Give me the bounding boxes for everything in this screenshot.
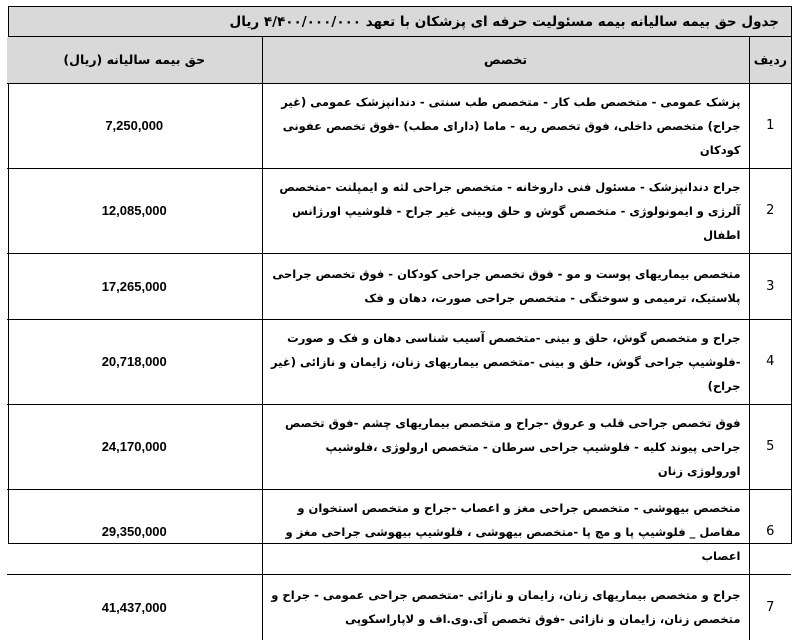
header-premium: حق بیمه سالیانه (ریال)	[7, 37, 262, 83]
row-number: 4	[749, 319, 791, 404]
row-number: 2	[749, 168, 791, 253]
header-row	[7, 37, 791, 83]
specialty-cell: جراح و متخصص بیماریهای زنان، زایمان و نازائی -متخصص جراحی عمومی - جراح و متخصص زنان، زایمان و نازائی -فوق تخصص آی.وی.اف و لاپاراسکوپی	[262, 574, 749, 640]
premium-cell: 12,085,000	[7, 168, 262, 253]
table-row	[7, 253, 791, 319]
premium-cell: 7,250,000	[7, 83, 262, 168]
row-number: 3	[749, 253, 791, 319]
specialty-cell: جراح دندانپزشک - مسئول فنی داروخانه - متخصص جراحی لثه و ایمپلنت -متخصص آلرژی و ایمونولوژی - متخصص گوش و حلق وبینی غیر جراح - فلوشیپ اورژانس اطفال	[262, 168, 749, 253]
premium-cell: 17,265,000	[7, 253, 262, 319]
table-row	[7, 404, 791, 489]
table-row	[7, 574, 791, 640]
table-row	[7, 83, 791, 168]
specialty-cell: متخصص بیهوشی - متخصص جراحی مغز و اعصاب -جراح و متخصص استخوان و مفاصل _ فلوشیپ پا و مچ پا -متخصص بیهوشی ، فلوشیپ بیهوشی جراحی مغز و اعصاب	[262, 489, 749, 574]
premium-cell: 20,718,000	[7, 319, 262, 404]
premium-table-frame	[8, 6, 792, 627]
table-row	[7, 489, 791, 574]
premium-cell: 41,437,000	[7, 574, 262, 640]
header-specialty: تخصص	[262, 37, 749, 83]
specialty-cell: پزشک عمومی - متخصص طب کار - متخصص طب سنتی - دندانپزشک عمومی (غیر جراح) متخصص داخلی، فوق تخصص ریه - ماما (دارای مطب) -فوق تخصص عفونی کودکان	[262, 83, 749, 168]
row-number: 1	[749, 83, 791, 168]
table-row	[7, 168, 791, 253]
row-number: 5	[749, 404, 791, 489]
header-row-number: ردیف	[749, 37, 791, 83]
specialty-cell: فوق تخصص جراحی قلب و عروق -جراح و متخصص بیماریهای چشم -فوق تخصص جراحی پیوند کلیه - فلوشیپ جراحی سرطان - متخصص ارولوژی ،فلوشیپ اورولوژی زنان	[262, 404, 749, 489]
row-number: 7	[749, 574, 791, 640]
row-number: 6	[749, 489, 791, 574]
specialty-cell: جراح و متخصص گوش، حلق و بینی -متخصص آسیب شناسی دهان و فک و صورت -فلوشیپ جراحی گوش، حلق و بینی -متخصص بیماریهای زنان، زایمان و نازائی (غیر جراح)	[262, 319, 749, 404]
table-row	[7, 319, 791, 404]
premium-cell: 24,170,000	[7, 404, 262, 489]
premium-cell: 29,350,000	[7, 489, 262, 574]
specialty-cell: متخصص بیماریهای پوست و مو - فوق تخصص جراحی کودکان - فوق تخصص جراحی پلاستیک، ترمیمی و سوختگی - متخصص جراحی صورت، دهان و فک	[262, 253, 749, 319]
table-title: جدول حق بیمه سالیانه بیمه مسئولیت حرفه ای پزشکان با تعهد ۴/۴۰۰/۰۰۰/۰۰۰ ریال	[9, 7, 791, 37]
